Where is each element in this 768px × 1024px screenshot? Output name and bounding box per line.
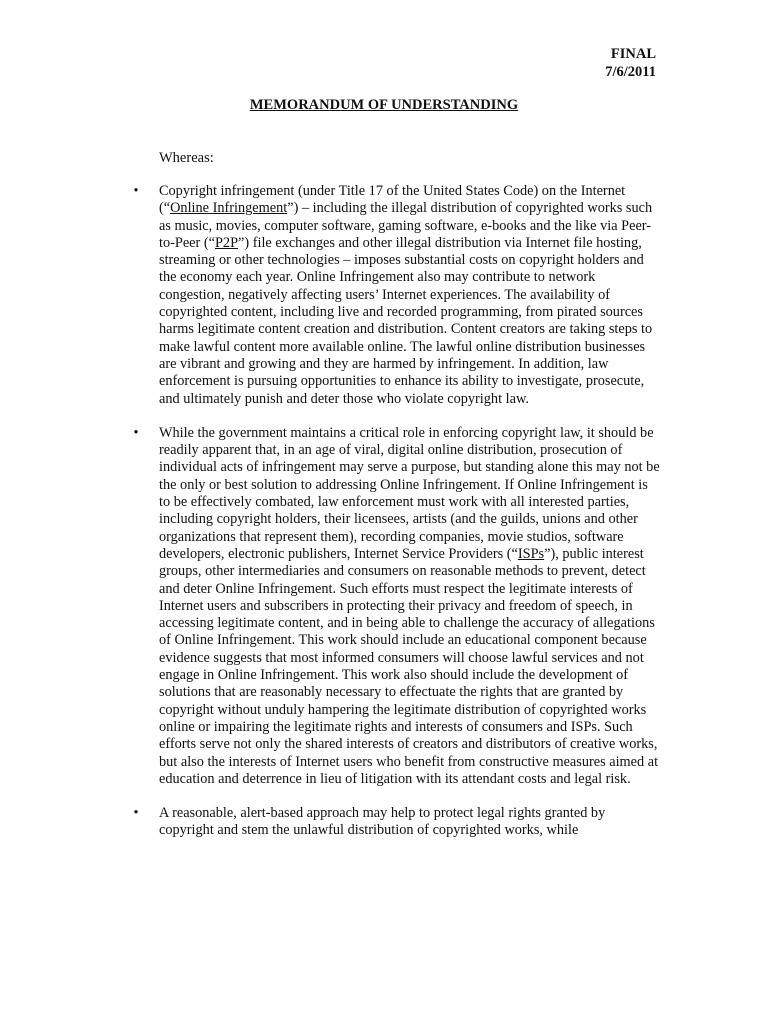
recital-text: ”) – including the illegal distribution of copyrighted works such as music, movies, computer software, gaming software, e-books and the like via Peer-to-Peer (“ — [159, 200, 653, 251]
list-item — [130, 805, 660, 840]
recitals-list — [130, 183, 660, 857]
list-item — [130, 183, 660, 408]
document-title-text: MEMORANDUM OF UNDERSTANDING — [249, 97, 519, 113]
recital-paragraph-1 — [159, 183, 660, 408]
recital-text: Copyright infringement (under Title 17 of the United States Code) on the Internet (“ — [159, 183, 626, 217]
document-title — [0, 96, 768, 114]
recital-text: ”), public interest groups, other intermediaries and consumers on reasonable methods to prevent, detect and deter Online Infringement. Such efforts must respect the legitimate interests of Internet users and subscribers in protecting their privacy and freedom of speech, in accessing legitimate content, and in being able to challenge the accuracy of allegations of Online Infringement. This work should include an educational component because evidence suggests that most informed consumers will choose lawful services and not engage in Online Infringement. This work also should include the development of solutions that are reasonably necessary to effectuate the rights that are granted by copyright without unduly hampering the legitimate distribution of copyrighted works online or impairing the legitimate rights and interests of consumers and ISPs. Such efforts serve not only the shared interests of creators and distributors of creative works, but also the interests of Internet users who benefit from constructive measures aimed at education and deterrence in lieu of litigation with its attendant costs and legal risk. — [159, 545, 659, 787]
document-header — [605, 45, 656, 81]
recital-text: A reasonable, alert-based approach may help to protect legal rights granted by copyright and stem the unlawful distribution of copyrighted works, while — [159, 805, 606, 839]
bullet-icon: • — [133, 183, 139, 199]
document-date: 7/6/2011 — [605, 64, 656, 80]
defined-term-isps: ISPs — [517, 545, 545, 562]
recital-text: While the government maintains a critical role in enforcing copyright law, it should be readily apparent that, in an age of viral, digital online distribution, prosecution of individual acts of infringement may serve a purpose, but standing alone this may not be the only or best solution to addressing Online Infringement. If Online Infringement is to be effectively combated, law enforcement must work with all interested parties, including copyright holders, their licensees, artists (and the guilds, unions and other organizations that represent them), recording companies, movie studios, software developers, electronic publishers, Internet Service Providers (“ — [159, 424, 660, 562]
recital-paragraph-2 — [159, 425, 660, 788]
whereas-intro: Whereas: — [159, 150, 214, 166]
list-item — [130, 425, 660, 788]
bullet-icon: • — [133, 424, 139, 441]
draft-status: FINAL — [610, 46, 656, 62]
bullet-icon: • — [133, 805, 139, 822]
recital-text: ”) file exchanges and other illegal distribution via Internet file hosting, streaming or other technologies – imposes substantial costs on copyright holders and the economy each year. Online Infringement also may contribute to network congestion, negatively affecting users’ Internet experiences. The availability of copyrighted content, including live and recorded programming, from pirated sources harms legitimate content creation and distribution. Content creators are taking steps to make lawful content more available online. The lawful online distribution businesses are vibrant and growing and they are harmed by infringement. In addition, law enforcement is pursuing opportunities to enhance its ability to investigate, prosecute, and ultimately punish and deter those who violate copyright law. — [159, 234, 653, 407]
defined-term-online-infringement: Online Infringement — [170, 200, 288, 217]
recital-paragraph-3 — [159, 805, 660, 840]
defined-term-p2p: P2P — [214, 234, 239, 251]
